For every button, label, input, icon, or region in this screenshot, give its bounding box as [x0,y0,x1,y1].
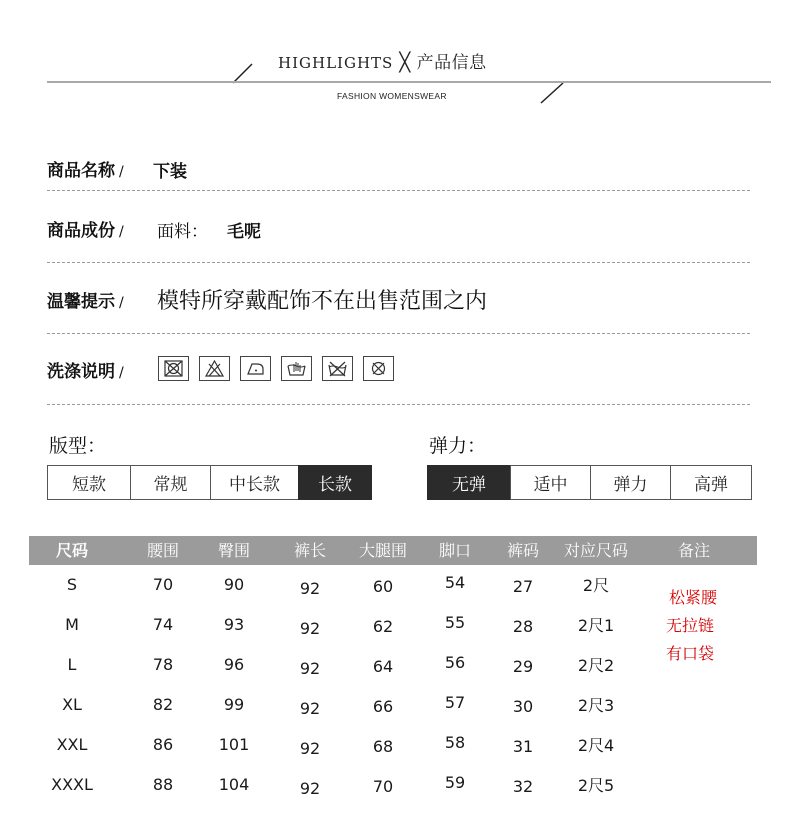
divider [47,262,750,263]
page-title [278,48,487,73]
elasticity-option-stretch: 弹力 [590,465,670,500]
table-cell-length: 92 [299,739,321,758]
no-tumble-dry-icon [158,356,189,381]
table-cell-hem: 59 [444,773,466,792]
header-hem: 脚口 [438,541,472,560]
table-cell-hem: 55 [444,613,466,632]
header-length: 裤长 [293,541,327,560]
elasticity-options [427,465,752,500]
table-cell-hem: 57 [444,693,466,712]
name-value: 下装 [153,162,187,182]
table-cell-waist: 74 [152,615,174,634]
table-cell-pant-size: 31 [512,737,534,756]
table-cell-size: XXXL [51,775,93,794]
remark-note: 松紧腰 [669,588,718,607]
table-cell-waist: 82 [152,695,174,714]
table-cell-hem: 54 [444,573,466,592]
table-cell-hip: 101 [218,735,250,754]
no-bleach-icon [199,356,230,381]
elasticity-option-moderate: 适中 [510,465,590,500]
table-cell-pant-size: 29 [512,657,534,676]
table-cell-equivalent-size: 2尺3 [577,696,615,715]
table-cell-size: XL [62,695,82,714]
table-cell-hip: 90 [223,575,245,594]
table-cell-pant-size: 32 [512,777,534,796]
header-thigh: 大腿围 [358,541,408,560]
header-hip: 臀围 [217,541,251,560]
table-cell-thigh: 70 [372,777,394,796]
elasticity-option-none: 无弹 [427,465,510,500]
title-chinese: 产品信息 [416,53,487,73]
table-cell-thigh: 66 [372,697,394,716]
table-cell-waist: 70 [152,575,174,594]
table-cell-equivalent-size: 2尺2 [577,656,615,675]
table-cell-length: 92 [299,699,321,718]
no-dry-clean-icon [363,356,394,381]
table-cell-pant-size: 27 [512,577,534,596]
tip-label: 温馨提示 / [47,292,124,312]
composition-value: 毛呢 [227,222,261,242]
header-waist: 腰围 [146,541,180,560]
fit-option-regular: 常规 [130,465,210,500]
table-cell-hem: 56 [444,653,466,672]
fit-option-long: 长款 [298,465,372,500]
table-cell-hip: 99 [223,695,245,714]
table-cell-size: L [67,655,77,674]
table-cell-equivalent-size: 2尺5 [577,776,615,795]
table-cell-waist: 78 [152,655,174,674]
table-cell-thigh: 62 [372,617,394,636]
hand-wash-icon [281,356,312,381]
divider [47,190,750,191]
remark-note: 有口袋 [666,644,715,663]
fit-option-mid-long: 中长款 [210,465,298,500]
table-cell-hip: 96 [223,655,245,674]
table-cell-size: S [66,575,78,594]
fit-option-short: 短款 [47,465,130,500]
table-cell-thigh: 60 [372,577,394,596]
table-cell-length: 92 [299,619,321,638]
remark-note: 无拉链 [666,616,715,635]
divider [47,333,750,334]
table-cell-size: M [65,615,79,634]
table-cell-hem: 58 [444,733,466,752]
composition-label: 商品成份 / [47,221,124,241]
header-equivalent-size: 对应尺码 [563,541,629,560]
fit-title: 版型： [49,435,107,457]
page-subtitle: FASHION WOMENSWEAR [337,91,447,101]
header-rule [47,81,771,83]
table-cell-equivalent-size: 2尺1 [577,616,615,635]
fit-options [47,465,372,500]
no-machine-wash-icon [322,356,353,381]
table-cell-length: 92 [299,579,321,598]
table-cell-pant-size: 28 [512,617,534,636]
title-english: HIGHLIGHTS [278,54,394,72]
table-cell-waist: 86 [152,735,174,754]
table-cell-length: 92 [299,779,321,798]
title-cross: ╳ [399,52,411,73]
iron-low-icon [240,356,271,381]
wash-label: 洗涤说明 / [47,362,124,382]
tip-value: 模特所穿戴配饰不在出售范围之内 [157,289,488,314]
table-cell-pant-size: 30 [512,697,534,716]
elasticity-option-high: 高弹 [670,465,752,500]
table-cell-waist: 88 [152,775,174,794]
wash-icons [158,356,394,381]
header-pant-size: 裤码 [506,541,540,560]
table-cell-hip: 93 [223,615,245,634]
composition-key: 面料： [157,222,208,242]
table-cell-thigh: 64 [372,657,394,676]
table-cell-equivalent-size: 2尺 [582,576,610,595]
divider [47,404,750,405]
table-cell-equivalent-size: 2尺4 [577,736,615,755]
table-cell-hip: 104 [218,775,250,794]
table-cell-size: XXL [56,735,88,754]
elasticity-title: 弹力： [429,435,487,457]
table-cell-length: 92 [299,659,321,678]
name-label: 商品名称 / [47,161,124,181]
header-size: 尺码 [55,541,89,560]
table-cell-thigh: 68 [372,737,394,756]
header-remarks: 备注 [677,541,711,560]
